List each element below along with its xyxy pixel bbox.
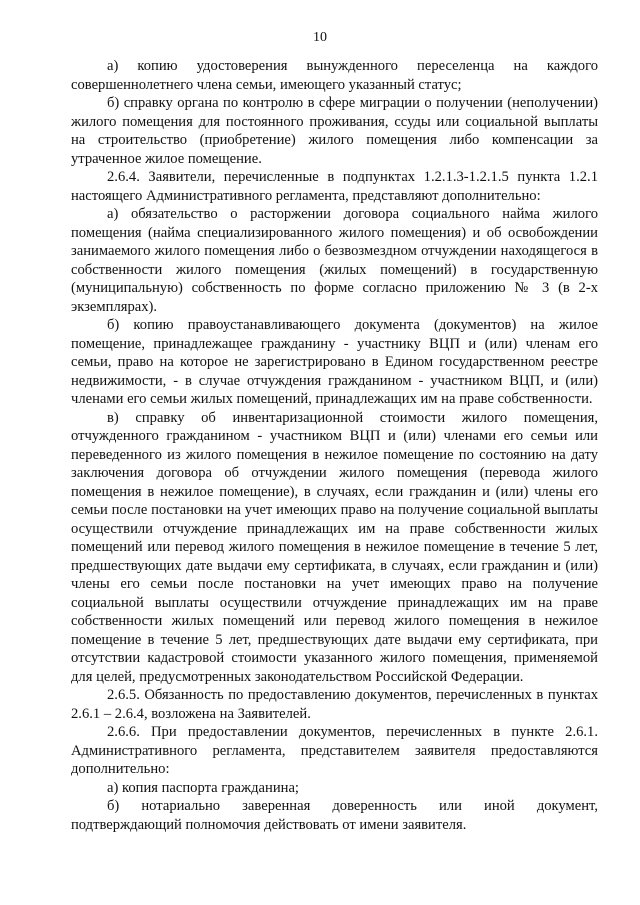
paragraph-2-6-6-a: а) копия паспорта гражданина; — [107, 779, 299, 796]
paragraph-2-6-4: 2.6.4. Заявители, перечисленные в подпунктах 1.2.1.3-1.2.1.5 пункта 1.2.1 настоящего Административного регламента, представляют дополнительно: — [71, 169, 598, 204]
paragraph-b-migration-certificate: б) справку органа по контролю в сфере миграции о получении (неполучении) жилого помещения для постоянного проживания, ссуды или социальной выплаты на строительство (приобретение) жилого помещения либо компенсации за утраченное жилое помещение. — [71, 95, 598, 167]
page-number: 10 — [313, 30, 327, 45]
paragraph-2-6-5: 2.6.5. Обязанность по предоставлению документов, перечисленных в пунктах 2.6.1 – 2.6.4, возложена на Заявителей. — [71, 687, 598, 722]
paragraph-2-6-4-c: в) справку об инвентаризационной стоимости жилого помещения, отчужденного гражданином - участником ВЦП и (или) членами его семьи или переведенного из жилого помещения в нежилое помещение по состоянию на дату заключения договора об отчуждении жилого помещения (перевода жилого помещения в нежилое помещение), в случаях, если гражданин и (или) члены его семьи после постановки на учет имеющих право на получение социальной выплаты осуществили отчуждение принадлежащих им на праве собственности жилых помещений или перевод жилого помещения в нежилое помещение в течение 5 лет, предшествующих дате выдачи ему сертификата, в случаях, если гражданин и (или) члены его семьи после постановки на учет имеющих право на получение социальной выплаты осуществили отчуждение принадлежащих им на праве собственности жилых помещений или перевод жилого помещения в нежилое помещение в течение 5 лет, предшествующих дате выдачи ему сертификата, при отсутствии кадастровой стоимости указанного жилого помещения, применяемой для целей, предусмотренных законодательством Российской Федерации. — [71, 409, 598, 685]
paragraph-2-6-6: 2.6.6. При предоставлении документов, перечисленных в пункте 2.6.1. Административного регламента, представителем заявителя предоставляются дополнительно: — [71, 724, 598, 777]
paragraph-2-6-4-b: б) копию правоустанавливающего документа (документов) на жилое помещение, принадлежащее гражданину - участнику ВЦП и (или) членам его семьи, право на которое не зарегистрировано в Едином государственном реестре недвижимости, - в случае отчуждения гражданином - участником ВЦП, и (или) членами его семьи жилых помещений, принадлежащих им на праве собственности. — [71, 317, 598, 407]
paragraph-2-6-4-a: а) обязательство о расторжении договора социального найма жилого помещения (найма специализированного жилого помещения) и об освобождении занимаемого жилого помещения либо о безвозмездном отчуждении находящегося в собственности жилого помещения (жилых помещений) в государственную (муниципальную) собственность по форме согласно приложению № 3 (в 2-х экземплярах). — [71, 206, 598, 315]
document-body — [71, 57, 598, 834]
paragraph-a-displaced-person-certificate: а) копию удостоверения вынужденного переселенца на каждого совершеннолетнего члена семьи, имеющего указанный статус; — [71, 58, 598, 93]
paragraph-2-6-6-b: б) нотариально заверенная доверенность или иной документ, подтверждающий полномочия действовать от имени заявителя. — [71, 798, 598, 833]
